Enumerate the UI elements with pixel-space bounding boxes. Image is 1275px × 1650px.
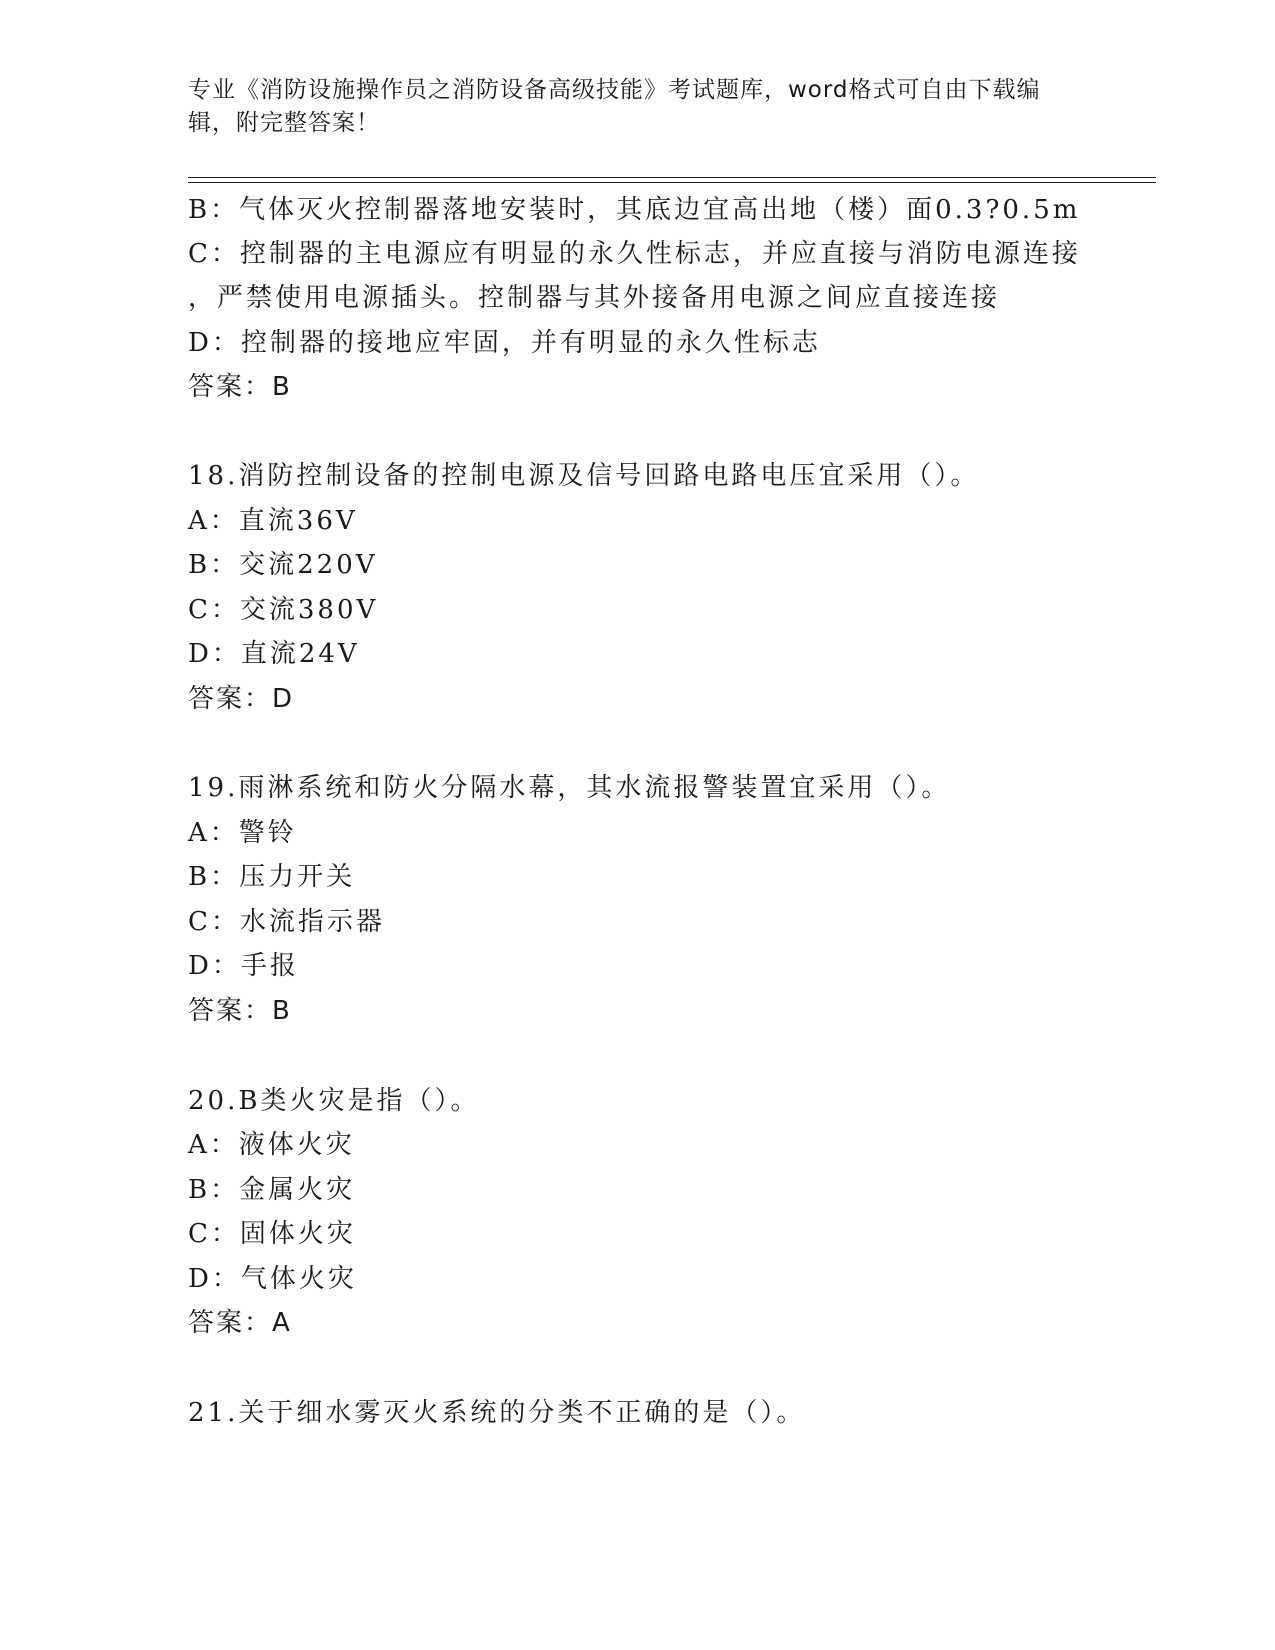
question-18-option-c: C：交流380V [188,595,379,625]
header-line-2: 辑，附完整答案！ [188,110,380,136]
question-18-answer: 答案：D [188,684,295,714]
question-20-option-c: C：固体火灾 [188,1219,356,1249]
header-divider-top [188,177,1156,178]
question-20-option-d: D：气体火灾 [188,1264,357,1294]
prev-answer: 答案：B [188,372,292,402]
question-19-option-a: A：警铃 [188,818,297,848]
question-19-option-c: C：水流指示器 [188,907,385,937]
question-21-stem: 21.关于细水雾灭火系统的分类不正确的是（）。 [188,1398,806,1428]
question-19-answer: 答案：B [188,996,292,1026]
question-20-option-b: B：金属火灾 [188,1175,356,1205]
question-20-stem: 20.B类火灾是指（）。 [188,1086,480,1116]
prev-option-b: B：气体灭火控制器落地安装时，其底边宜高出地（楼）面0.3?0.5m [188,195,1081,225]
prev-option-d: D：控制器的接地应牢固，并有明显的永久性标志 [188,328,821,358]
question-20-option-a: A：液体火灾 [188,1130,355,1160]
document-header [188,74,1088,140]
question-19-option-d: D：手报 [188,951,299,981]
question-18-option-a: A：直流36V [188,506,358,536]
header-line-1: 专业《消防设施操作员之消防设备高级技能》考试题库，word格式可自由下载编 [188,77,1041,103]
prev-option-c-continued: ，严禁使用电源插头。控制器与其外接备用电源之间应直接连接 [188,283,1001,313]
header-divider-bottom [188,182,1156,183]
question-20-answer: 答案：A [188,1308,292,1338]
question-19-option-b: B：压力开关 [188,862,356,892]
prev-option-c: C：控制器的主电源应有明显的永久性标志，并应直接与消防电源连接 [188,239,1081,269]
question-18-option-d: D：直流24V [188,639,360,669]
question-18-option-b: B：交流220V [188,550,378,580]
question-19-stem: 19.雨淋系统和防火分隔水幕，其水流报警装置宜采用（）。 [188,773,951,803]
question-18-stem: 18.消防控制设备的控制电源及信号回路电路电压宜采用（）。 [188,461,980,491]
